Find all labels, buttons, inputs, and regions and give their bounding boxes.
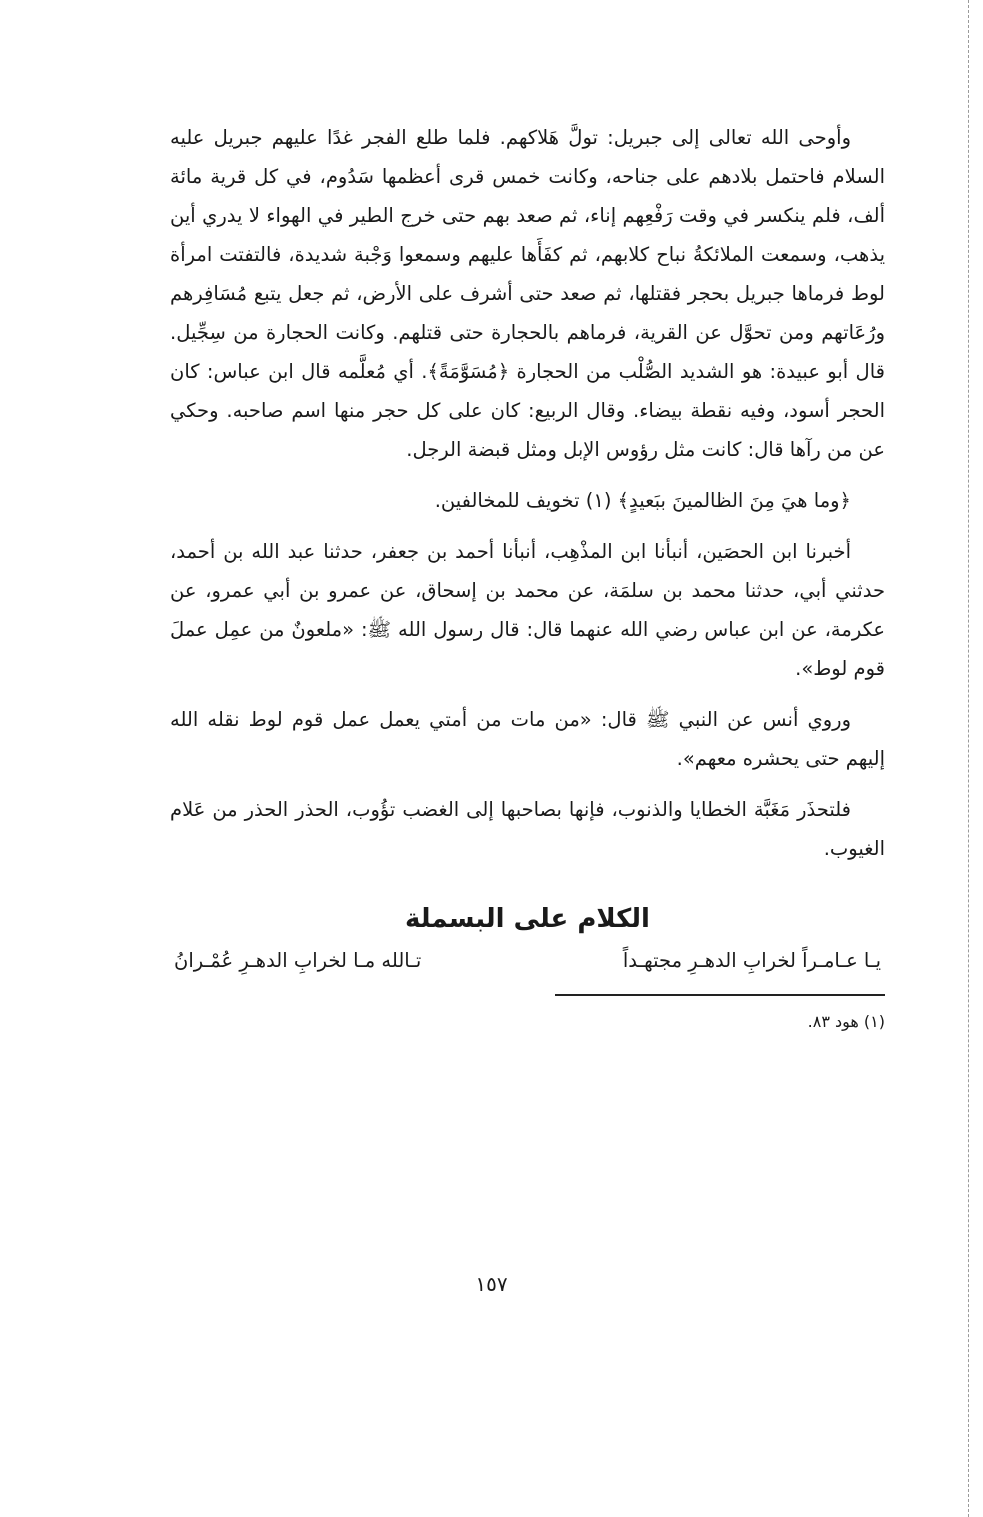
footnote-divider bbox=[555, 994, 885, 996]
poem-verse bbox=[170, 944, 885, 978]
paragraph-warning: فلتحذَر مَغَبَّة الخطايا والذنوب، فإنها بصاحبها إلى الغضب تؤُوب، الحذر الحذر من عَلام الغيوب. bbox=[170, 798, 885, 860]
paragraph-lut-story: وأوحى الله تعالى إلى جبريل: تولَّ هَلاكهم. فلما طلع الفجر غدًا عليهم جبريل عليه السلام فاحتمل بلادهم على جناحه، وكانت خمس قرى أعظمها سَدُوم، في كل قرية مائة ألف، فلم ينكسر في وقت رَفْعِهم إناء، ثم صعد بهم حتى خرج الطير في الهواء لا يدري أين يذهب، وسمعت الملائكةُ نباح كلابهم، ثم كفَأَها عليهم وسمعوا وَجْبة شديدة، فالتفتت امرأة لوط فرماها جبريل بحجر فقتلها، ثم صعد حتى أشرف على الأرض، ثم جعل يتبع مُسَافِرهم ورُعَاتهم ومن تحوَّل عن القرية، فرماهم بالحجارة حتى قتلهم. وكانت الحجارة من سِجِّيل. قال أبو عبيدة: هو الشديد الصُّلْب من الحجارة ﴿مُسَوَّمَةً﴾. أي مُعلَّمه قال ابن عباس: كان الحجر أسود، وفيه نقطة بيضاء. وقال الربيع: كان على كل حجر منها اسم صاحبه. وحكي عن من رآها قال: كانت مثل رؤوس الإبل ومثل قبضة الرجل. bbox=[170, 126, 885, 461]
paragraph-hadith-chain: أخبرنا ابن الحصَين، أنبأنا ابن المذْهِب، أنبأنا أحمد بن جعفر، حدثنا عبد الله بن أحمد، حدثني أبي، حدثنا محمد بن سلمَة، عن محمد بن إسحاق، عن عمرو بن أبي عمرو، عن عكرمة، عن ابن عباس رضي الله عنهما قال: قال رسول الله ﷺ: «ملعونٌ من عمِل عملَ قوم لوط». bbox=[170, 540, 885, 680]
paragraph-quran-quote: ﴿وما هيَ مِنَ الظالمينَ ببَعيدٍ﴾ (١) تخويف للمخالفين. bbox=[434, 489, 851, 512]
paragraph-anas-narration: وروي أنس عن النبي ﷺ قال: «من مات من أمتي يعمل عمل قوم لوط نقله الله إليهم حتى يحشره معهم». bbox=[170, 708, 885, 770]
verse-first-hemistich: يـا عـامـراً لخرابِ الدهـرِ مجتهـداً bbox=[622, 949, 881, 972]
verse-second-hemistich: تـالله مـا لخرابِ الدهـرِ عُمْـرانُ bbox=[174, 949, 422, 972]
section-heading: الكلام على البسملة bbox=[405, 904, 650, 934]
footnote: (١) هود ٨٣. bbox=[807, 1012, 885, 1031]
page-number: ١٥٧ bbox=[475, 1272, 508, 1296]
page-body bbox=[170, 118, 885, 1034]
